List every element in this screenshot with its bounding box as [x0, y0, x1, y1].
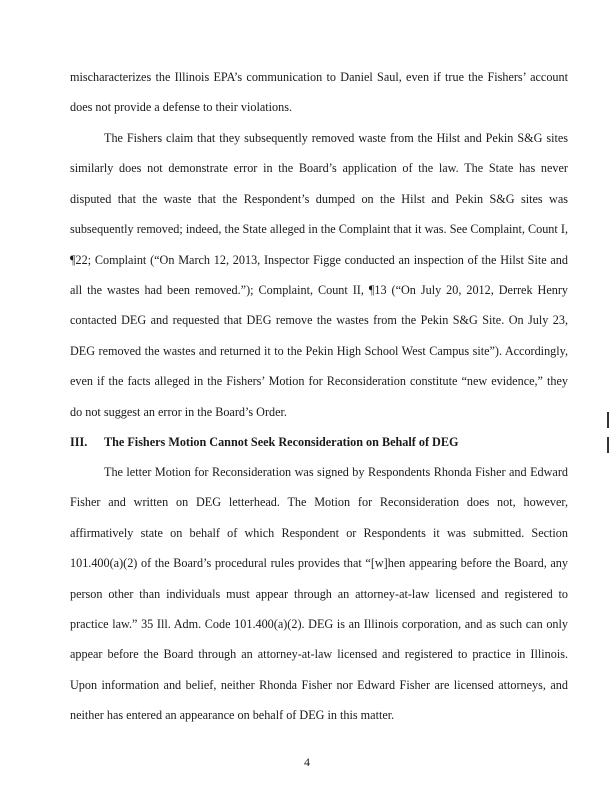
scan-artifact-mark [607, 437, 609, 453]
scan-artifact-mark [607, 412, 609, 428]
section-heading [70, 432, 568, 452]
paragraph-continuation: mischaracterizes the Illinois EPA’s communication to Daniel Saul, even if true the Fishers’ account does not provide a defense to their violations. [70, 70, 568, 115]
paragraph-deg-representation: The letter Motion for Reconsideration was signed by Respondents Rhonda Fisher and Edward Fisher and written on DEG letterhead. The Motion for Reconsideration does not, however, affirmatively state on behalf of which Respondent or Respondents it was submitted. Section 101.400(a)(2) of the Board’s procedural rules provides that “[w]hen appearing before the Board, any person other than individuals must appear through an attorney-at-law licensed and registered to practice law.” 35 Ill. Adm. Code 101.400(a)(2). DEG is an Illinois corporation, and as such can only appear before the Board through an attorney-at-law licensed and registered to practice in Illinois. Upon information and belief, neither Rhonda Fisher nor Edward Fisher are licensed attorneys, and neither has entered an appearance on behalf of DEG in this matter. [70, 465, 568, 723]
section-title: The Fishers Motion Cannot Seek Reconsideration on Behalf of DEG [104, 435, 459, 449]
page-number: 4 [304, 755, 310, 769]
paragraph-waste-removal: The Fishers claim that they subsequently removed waste from the Hilst and Pekin S&G sites similarly does not demonstrate error in the Board’s application of the law. The State has never disputed that the waste that the Respondent’s dumped on the Hilst and Pekin S&G sites was subsequently removed; indeed, the State alleged in the Complaint that it was. See Complaint, Count I, ¶22; Complaint (“On March 12, 2013, Inspector Figge conducted an inspection of the Hilst Site and all the wastes had been removed.”); Complaint, Count II, ¶13 (“On July 20, 2012, Derrek Henry contacted DEG and requested that DEG remove the wastes from the Pekin S&G Site. On July 23, DEG removed the wastes and returned it to the Pekin High School West Campus site”). Accordingly, even if the facts alleged in the Fishers’ Motion for Reconsideration constitute “new evidence,” they do not suggest an error in the Board’s Order. [70, 131, 568, 419]
section-number: III. [70, 435, 88, 449]
